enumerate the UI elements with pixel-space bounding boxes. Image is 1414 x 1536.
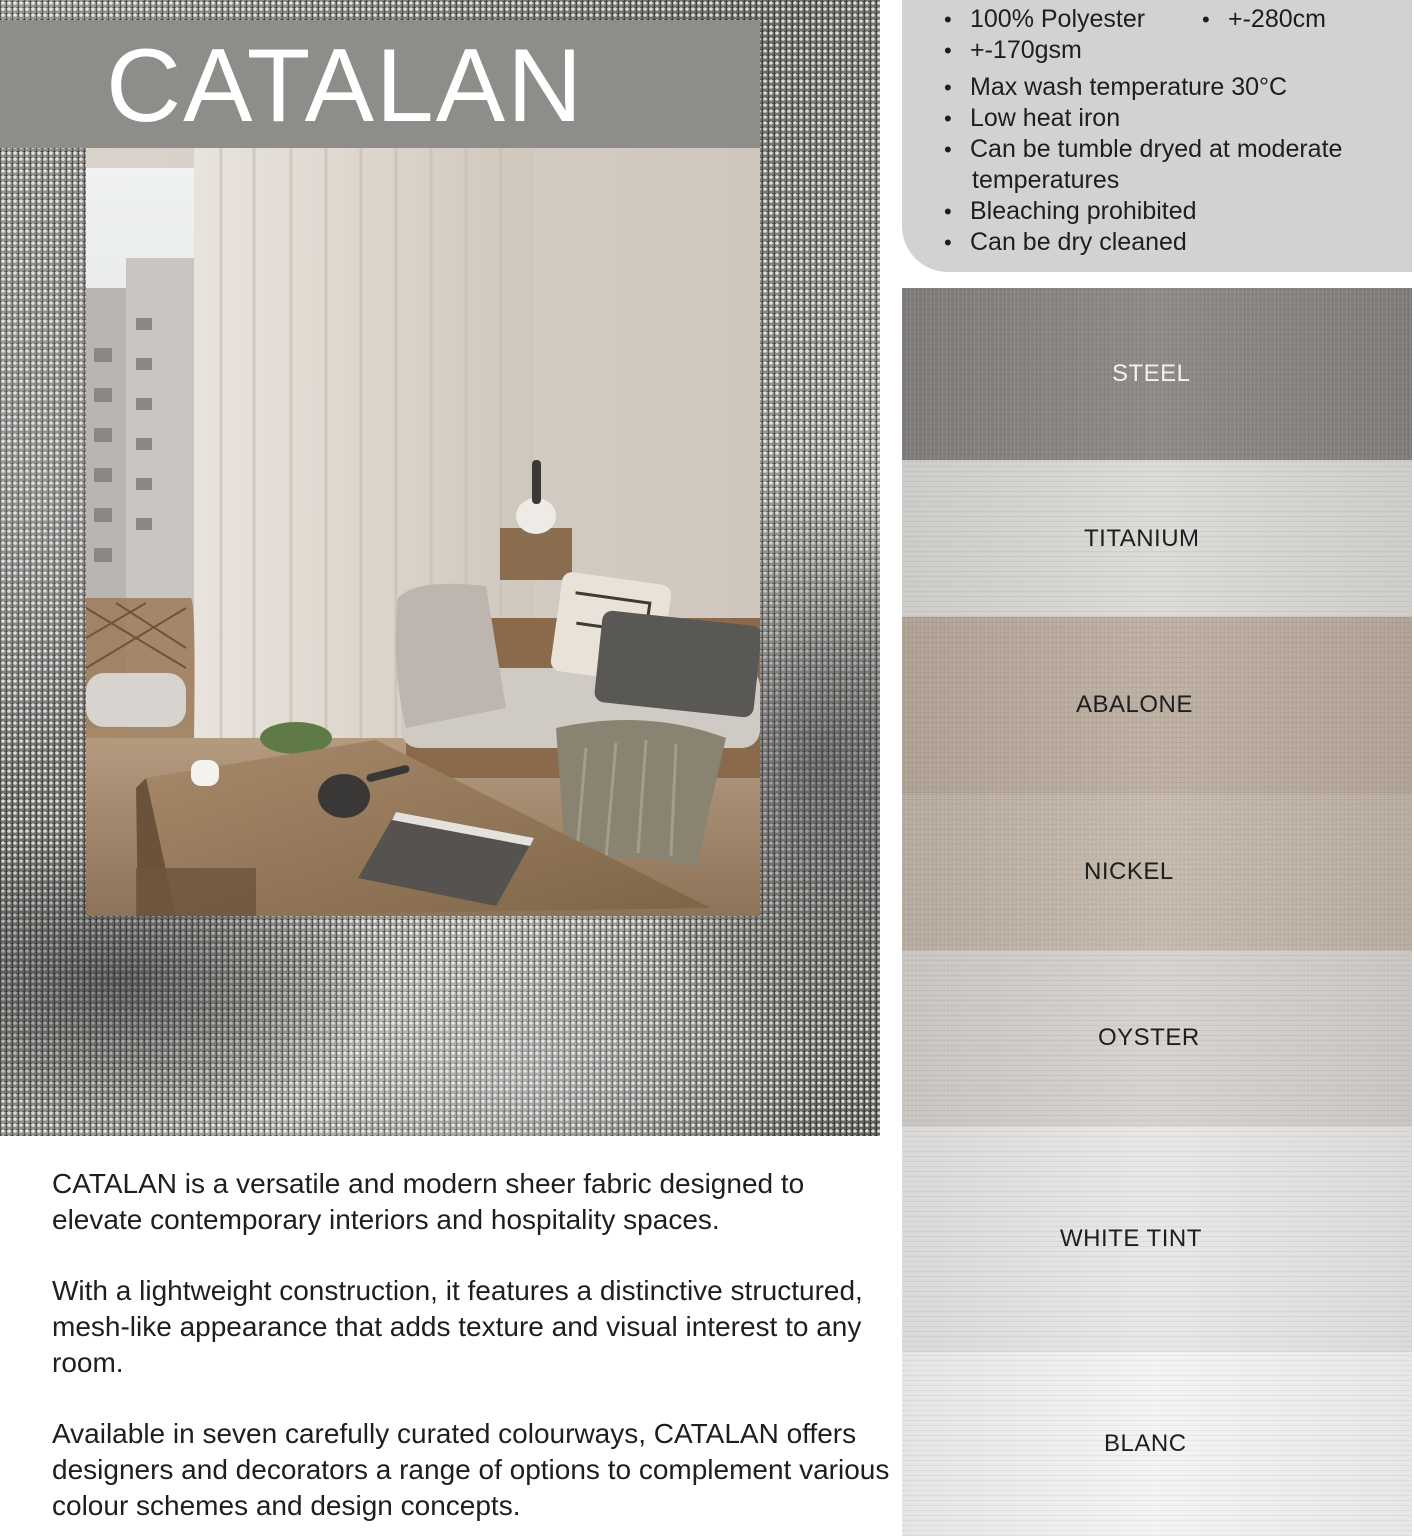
swatch-oyster — [902, 950, 1412, 1126]
swatch-white-tint — [902, 1126, 1412, 1352]
swatch-label: BLANC — [1104, 1430, 1187, 1457]
spec-item-continuation: temperatures — [972, 166, 1120, 194]
spec-item: • +-170gsm — [944, 36, 1082, 64]
interior-photo — [86, 148, 760, 916]
swatch-label: WHITE TINT — [1060, 1225, 1202, 1252]
swatch-titanium — [902, 460, 1412, 617]
spec-item: • Low heat iron — [944, 104, 1121, 132]
spec-item: • Bleaching prohibited — [944, 197, 1197, 225]
title-band — [0, 20, 760, 148]
spec-item: • Max wash temperature 30°C — [944, 73, 1288, 101]
swatch-steel — [902, 288, 1412, 460]
description-paragraph: CATALAN is a versatile and modern sheer fabric designed to elevate contemporary interiors and hospitality spaces. — [52, 1168, 805, 1235]
spec-item: • Can be dry cleaned — [944, 228, 1187, 256]
spec-item: • +-280cm — [1202, 5, 1326, 33]
swatch-label: ABALONE — [1076, 691, 1193, 718]
specifications-box — [902, 0, 1412, 272]
product-title: CATALAN — [106, 28, 585, 144]
description-paragraph: Available in seven carefully curated colourways, CATALAN offers designers and decorators a range of options to complement various colour schemes and design concepts. — [52, 1418, 890, 1521]
fabric-texture-background — [0, 0, 880, 1136]
description-paragraph: With a lightweight construction, it features a distinctive structured, mesh-like appearance that adds texture and visual interest to any room. — [52, 1275, 863, 1378]
spec-item: • 100% Polyester — [944, 5, 1146, 33]
swatch-label: NICKEL — [1084, 857, 1174, 885]
swatch-label: OYSTER — [1098, 1024, 1200, 1051]
swatch-nickel — [902, 793, 1412, 950]
swatch-label: TITANIUM — [1084, 524, 1200, 552]
swatch-blanc — [902, 1352, 1412, 1536]
spec-item: • Can be tumble dryed at moderate — [944, 135, 1343, 163]
swatch-label: STEEL — [1112, 360, 1191, 387]
swatch-abalone — [902, 617, 1412, 793]
